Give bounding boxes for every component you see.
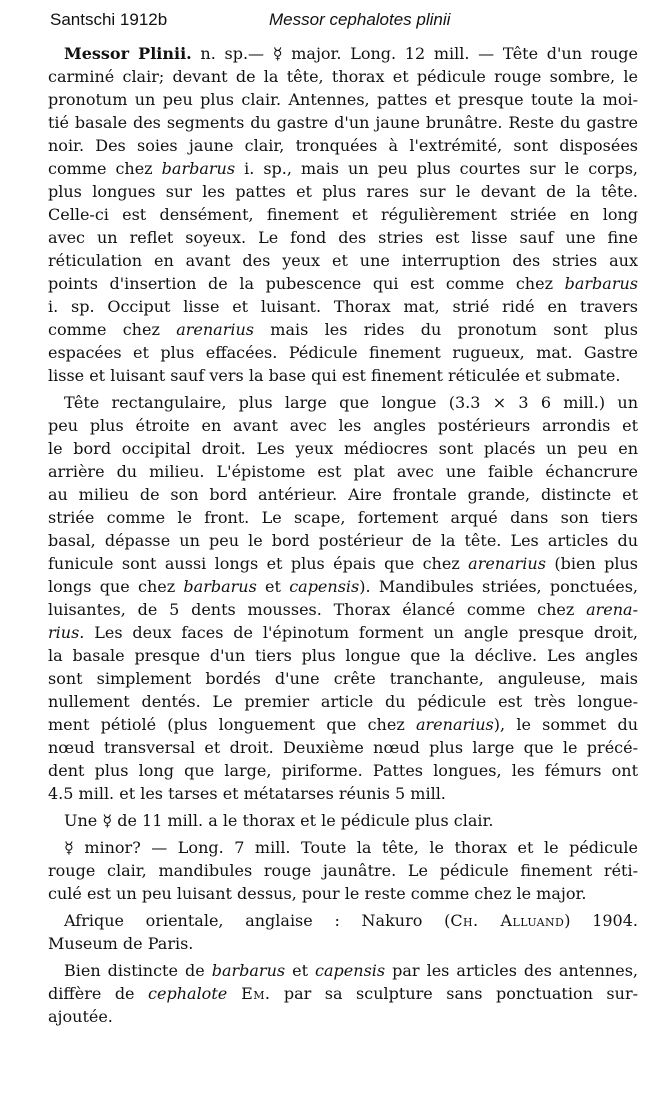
paragraph-locality: Afrique orientale, anglaise : Nakuro (Ch. Alluand) 1904. Museum de Paris. [48,911,639,953]
paragraph-minor-worker: ☿ minor? — Long. 7 mill. Toute la tête, le thorax et le pédicule rouge clair, mandibules rouge jaunâtre. Le pédicule finement réti- culé est un peu luisant dessus, pour le reste comme chez le major. [48,838,638,903]
paragraph-worker-note: Une ☿ de 11 mill. a le thorax et le pédicule plus clair. [64,811,494,830]
paragraph-diagnosis: Bien distincte de barbarus et capensis par les articles des antennes, diffère de cephalote Em. par sa sculpture sans ponctuation sur- ajoutée. [48,961,638,1026]
paragraph-description: Messor Plinii. n. sp.— ☿ major. Long. 12 mill. — Tête d'un rouge carminé clair; devant de la tête, thorax et pédicule rouge sombre, le pronotum un peu plus clair. Antennes, pattes et presque toute la moi- tié basale des segments du gastre d'un jaune brunâtre. Reste du gastre noir. Des soies jaune clair, tronquées à l'extrémité, sont disposées comme chez barbarus i. sp., mais un peu plus courtes sur le corps, plus longues sur les pattes et plus rares sur le devant de la tête. Celle-ci est densément, finement et régulièrement striée en long avec un reflet soyeux. Le fond des stries est lisse sauf une fine réticulation en avant des yeux et une interruption des stries aux points d'insertion de la pubescence qui est comme chez barbarus i. sp. Occiput lisse et luisant. Thorax mat, strié ridé en travers comme chez arenarius mais les rides du pronotum sont plus espacées et plus effacées. Pédicule finement rugueux, mat. Gastre lisse et luisant sauf vers la base qui est finement réticulée et submate. [48,44,638,385]
text-body [48,42,638,1028]
paragraph-head-description: Tête rectangulaire, plus large que longue (3.3 × 3 6 mill.) un peu plus étroite en avant avec les angles postérieurs arrondis et le bord occipital droit. Les yeux médiocres sont placés un peu en arrière du milieu. L'épistome est plat avec une faible échancrure au milieu de son bord antérieur. Aire frontale grande, distincte et striée comme le front. Le scape, fortement arqué dans son tiers basal, dépasse un peu le bord postérieur de la tête. Les articles du funicule sont aussi longs et plus épais que chez arenarius (bien plus longs que chez barbarus et capensis). Mandibules striées, ponctuées, luisantes, de 5 dents mousses. Thorax élancé comme chez arena- rius. Les deux faces de l'épinotum forment un angle presque droit, la basale presque d'un tiers plus longue que la déclive. Les angles sont simplement bordés d'une crête tranchante, anguleuse, mais nullement dentés. Le premier article du pédicule est très longue- ment pétiolé (plus longuement que chez arenarius), le sommet du nœud transversal et droit. Deuxième nœud plus large que le précé- dent plus long que large, piriforme. Pattes longues, les fémurs ont 4.5 mill. et les tarses et métatarses réunis 5 mill. [48,393,639,803]
citation-header: Santschi 1912b [50,10,168,29]
taxon-header: Messor cephalotes plinii [269,10,451,29]
species-title: Messor Plinii. [64,44,192,63]
